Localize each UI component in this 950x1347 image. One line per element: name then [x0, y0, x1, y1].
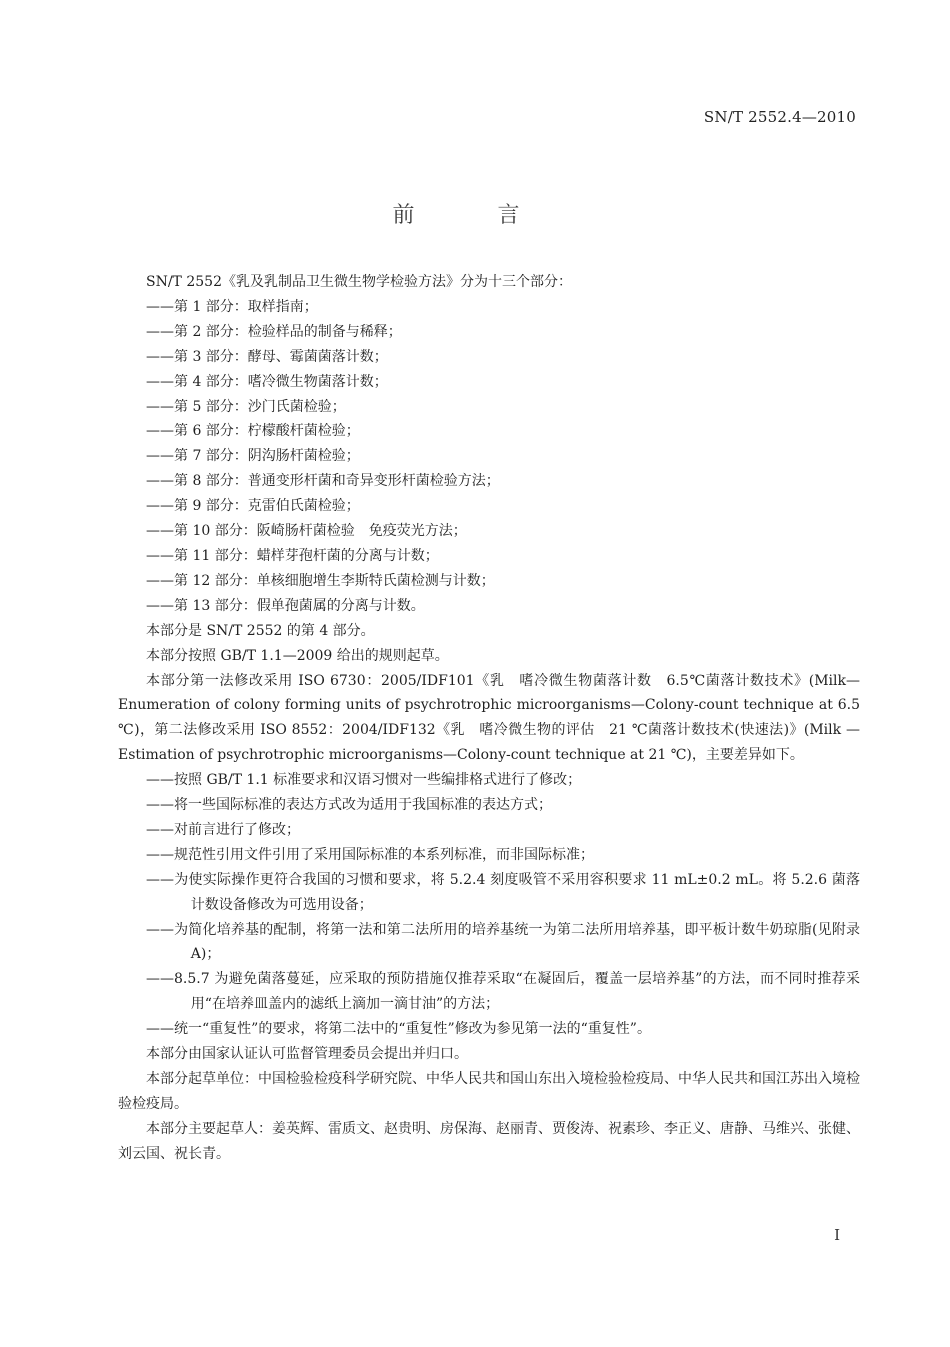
list-item: ——统一“重复性”的要求，将第二法中的“重复性”修改为参见第一法的“重复性”。 [146, 1021, 651, 1038]
list-item: ——第 9 部分：克雷伯氏菌检验； [146, 498, 360, 515]
page-number: I [834, 1226, 840, 1244]
list-item: ——第 1 部分：取样指南； [146, 298, 318, 315]
list-item: ——为简化培养基的配制，将第一法和第二法所用的培养基统一为第二法所用培养基，即平板计数牛奶琼脂(见附录 A)； [146, 921, 860, 963]
list-item: ——第 6 部分：柠檬酸杆菌检验； [146, 423, 360, 440]
differences-list [118, 768, 860, 1042]
drafting-units: 本部分起草单位：中国检验检疫科学研究院、中华人民共和国山东出入境检验检疫局、中华人民共和国江苏出入境检验检疫局。 [118, 1071, 860, 1112]
list-item: ——为使实际操作更符合我国的习惯和要求，将 5.2.4 刻度吸管不采用容积要求 11 mL±0.2 mL。将 5.2.6 菌落计数设备修改为可选用设备； [146, 871, 860, 913]
list-item: ——第 3 部分：酵母、霉菌菌落计数； [146, 348, 388, 365]
list-item: ——第 5 部分：沙门氏菌检验； [146, 398, 346, 415]
list-item: ——第 2 部分：检验样品的制备与稀释； [146, 323, 402, 340]
list-item: ——8.5.7 为避免菌落蔓延，应采取的预防措施仅推荐采取“在凝固后，覆盖一层培养基”的方法，而不同时推荐采用“在培养皿盖内的滤纸上滴加一滴甘油”的方法； [146, 971, 860, 1013]
drafting-rules: 本部分按照 GB/T 1.1—2009 给出的规则起草。 [146, 647, 449, 664]
list-item: ——第 4 部分：嗜冷微生物菌落计数； [146, 373, 388, 390]
list-item: ——规范性引用文件引用了采用国际标准的本系列标准，而非国际标准； [146, 846, 594, 863]
list-item: ——第 7 部分：阴沟肠杆菌检验； [146, 448, 360, 465]
adoption-statement: 本部分第一法修改采用 ISO 6730：2005/IDF101《乳 嗜冷微生物菌落计数 6.5℃菌落计数技术》(Milk—Enumeration of colony forming units of psychrotrophic microorganisms—Colony-count technique at 6.5 ℃)，第二法修改采用 ISO 8552：2004/IDF132《乳 嗜冷微生物的评估 21 ℃菌落计数技术(快速法)》(Milk —Estimation of psychrotrophic microorganisms—Colony-count technique at 21 ℃)，主要差异如下。 [118, 672, 860, 764]
list-item: ——对前言进行了修改； [146, 821, 300, 838]
list-item: ——第 11 部分：蜡样芽孢杆菌的分离与计数； [146, 547, 439, 564]
list-item: ——第 10 部分：阪崎肠杆菌检验 免疫荧光方法； [146, 523, 467, 540]
list-item: ——按照 GB/T 1.1 标准要求和汉语习惯对一些编排格式进行了修改； [146, 772, 582, 789]
list-item: ——第 13 部分：假单孢菌属的分离与计数。 [146, 597, 425, 614]
page-title: 前 言 [392, 203, 558, 228]
list-item: ——第 12 部分：单核细胞增生李斯特氏菌检测与计数； [146, 572, 495, 589]
list-item: ——第 8 部分：普通变形杆菌和奇异变形杆菌检验方法； [146, 473, 500, 490]
intro-paragraph: SN/T 2552《乳及乳制品卫生微生物学检验方法》分为十三个部分： [146, 274, 572, 290]
foreword-body [118, 270, 860, 1167]
drafters: 本部分主要起草人：姜英辉、雷质文、赵贵明、房保海、赵丽青、贾俊涛、祝素珍、李正义、唐静、马维兴、张健、刘云国、祝长青。 [118, 1120, 860, 1162]
parts-list [118, 295, 860, 619]
part-statement: 本部分是 SN/T 2552 的第 4 部分。 [146, 622, 375, 639]
proposed-by: 本部分由国家认证认可监督管理委员会提出并归口。 [146, 1046, 468, 1063]
list-item: ——将一些国际标准的表达方式改为适用于我国标准的表达方式； [146, 797, 552, 814]
standard-code: SN/T 2552.4—2010 [703, 108, 856, 126]
